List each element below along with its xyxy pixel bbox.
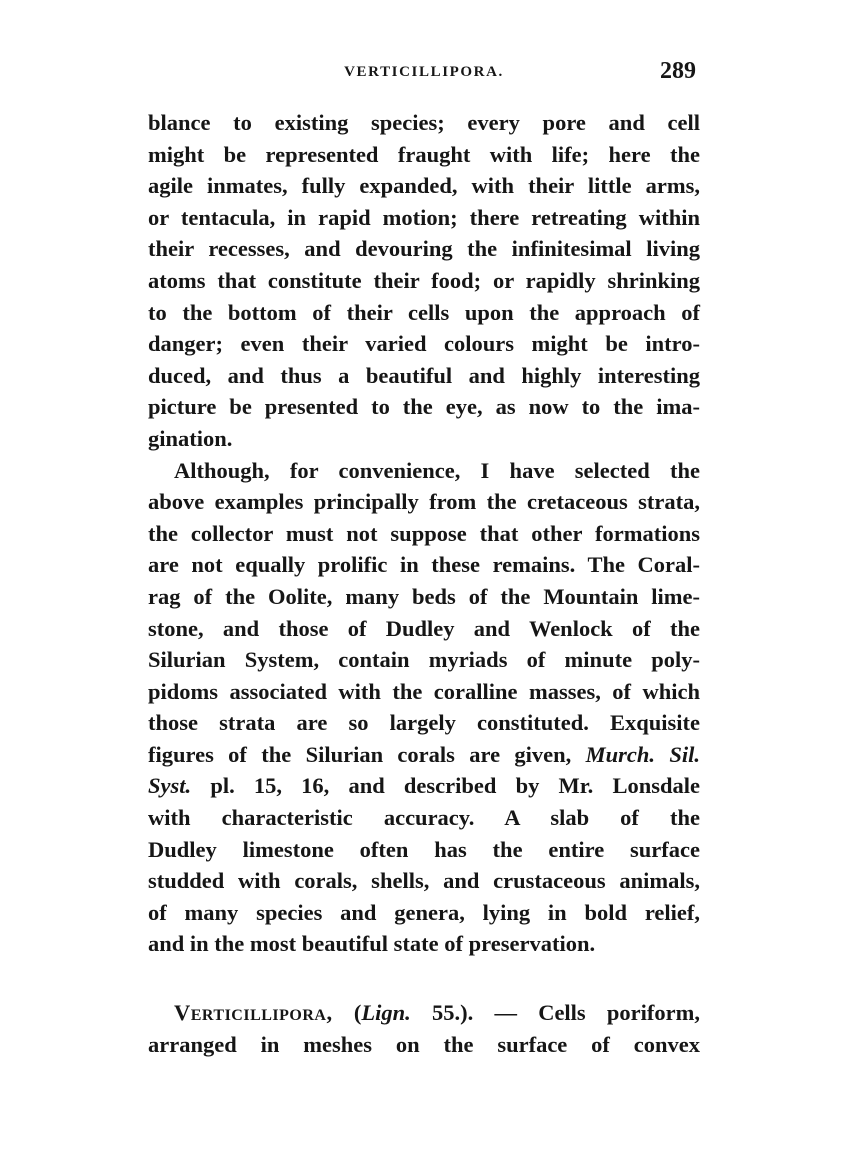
- text-line: the collector must not suppose that other formations: [148, 520, 700, 546]
- text-line: and in the most beautiful state of preservation.: [148, 931, 596, 957]
- text-line: or tentacula, in rapid motion; there retreating within: [148, 204, 700, 230]
- text-line: blance to existing species; every pore and cell: [148, 110, 700, 135]
- text-line: Dudley limestone often has the entire surface: [148, 836, 700, 862]
- text-line: atoms that constitute their food; or rapidly shrinking: [148, 267, 700, 293]
- figure-ref-number: 55.).: [431, 1000, 474, 1026]
- section-heading-line: [148, 997, 700, 1029]
- body-text: [148, 107, 700, 1060]
- page-header: [148, 58, 700, 88]
- text-line: above examples principally from the cretaceous strata,: [148, 489, 700, 515]
- text-line: studded with corals, shells, and crustaceous animals,: [148, 868, 700, 894]
- text-line: agile inmates, fully expanded, with their little arms,: [148, 173, 700, 199]
- figure-ref-open: (: [353, 1000, 362, 1026]
- text-line: [148, 770, 700, 802]
- text-line: of many species and genera, lying in bold relief,: [148, 899, 700, 925]
- text-line: [148, 739, 700, 771]
- text-line: their recesses, and devouring the infinitesimal living: [148, 236, 700, 262]
- text-line: picture be presented to the eye, as now to the ima-: [148, 394, 700, 420]
- text-line: Silurian System, contain myriads of minute poly-: [148, 647, 700, 673]
- text-line: to the bottom of their cells upon the approach of: [148, 299, 700, 325]
- text-line: danger; even their varied colours might be intro-: [148, 331, 700, 357]
- line-text: figures of the Silurian corals are given,: [148, 741, 572, 767]
- paragraph-first-line: Although, for convenience, I have selected the: [174, 457, 700, 483]
- section-text: — Cells poriform,: [494, 1000, 701, 1026]
- figure-ref-label: Lign.: [361, 1000, 411, 1026]
- text-line: are not equally prolific in these remains. The Coral-: [148, 552, 700, 578]
- text-line: stone, and those of Dudley and Wenlock of the: [148, 615, 700, 641]
- text-line: arranged in meshes on the surface of convex: [148, 1031, 700, 1057]
- text-line: duced, and thus a beautiful and highly interesting: [148, 362, 700, 388]
- line-text: pl. 15, 16, and described by Mr. Lonsdale: [210, 773, 700, 799]
- text-line: might be represented fraught with life; here the: [148, 141, 700, 167]
- text-line: gination.: [148, 425, 233, 451]
- running-head: VERTICILLIPORA.: [344, 64, 504, 80]
- text-line: those strata are so largely constituted. Exquisite: [148, 710, 700, 736]
- section-gap: [148, 960, 700, 997]
- text-line: with characteristic accuracy. A slab of the: [148, 805, 700, 831]
- citation-italic: Murch. Sil.: [585, 741, 701, 767]
- text-line: pidoms associated with the coralline masses, of which: [148, 678, 700, 704]
- section-name: Verticillipora,: [174, 1000, 333, 1026]
- citation-italic: Syst.: [148, 773, 192, 799]
- text-line: rag of the Oolite, many beds of the Mountain lime-: [148, 583, 700, 609]
- page-number: 289: [660, 58, 696, 84]
